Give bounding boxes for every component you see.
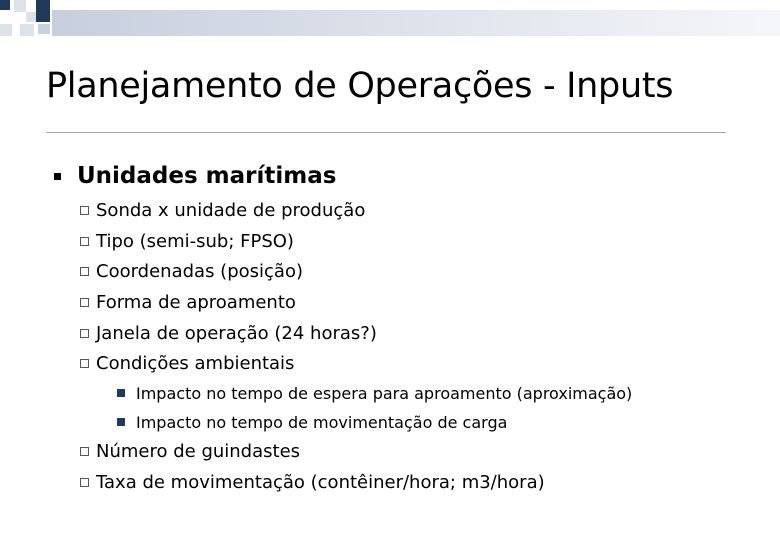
section-heading-row [54,160,336,192]
section-heading: Unidades marítimas [77,163,337,189]
hollow-square-icon [80,267,89,276]
hollow-square-icon [80,329,89,338]
hollow-square-icon [80,478,89,487]
list-item-text: Janela de operação (24 horas?) [96,322,377,344]
filled-square-icon [54,173,61,180]
list-item-text: Número de guindastes [96,440,301,462]
hollow-square-icon [80,206,89,215]
sub-list-item [117,409,507,435]
sub-list-item [117,380,632,406]
sub-list-item-text: Impacto no tempo de espera para aproamento (aproximação) [136,383,633,403]
list-item-text: Condições ambientais [96,352,295,374]
list-item [80,349,294,377]
navy-square-icon [117,418,125,426]
hollow-square-icon [80,237,89,246]
navy-square-icon [117,389,125,397]
list-item [80,257,303,285]
title-divider [46,132,726,133]
list-item-text: Coordenadas (posição) [96,260,303,282]
list-item [80,196,365,224]
list-item [80,319,377,347]
list-item [80,227,294,255]
hollow-square-icon [80,447,89,456]
header-decoration [0,0,780,50]
list-item [80,437,300,465]
hollow-square-icon [80,359,89,368]
list-item-text: Forma de aproamento [96,291,296,313]
hollow-square-icon [80,298,89,307]
list-item-text: Tipo (semi-sub; FPSO) [96,230,294,252]
list-item [80,288,296,316]
list-item-text: Taxa de movimentação (contêiner/hora; m3/hora) [96,471,545,493]
list-item-text: Sonda x unidade de produção [96,199,366,221]
sub-list-item-text: Impacto no tempo de movimentação de carga [136,412,508,432]
list-item [80,468,545,496]
slide-title: Planejamento de Operações - Inputs [46,66,674,106]
